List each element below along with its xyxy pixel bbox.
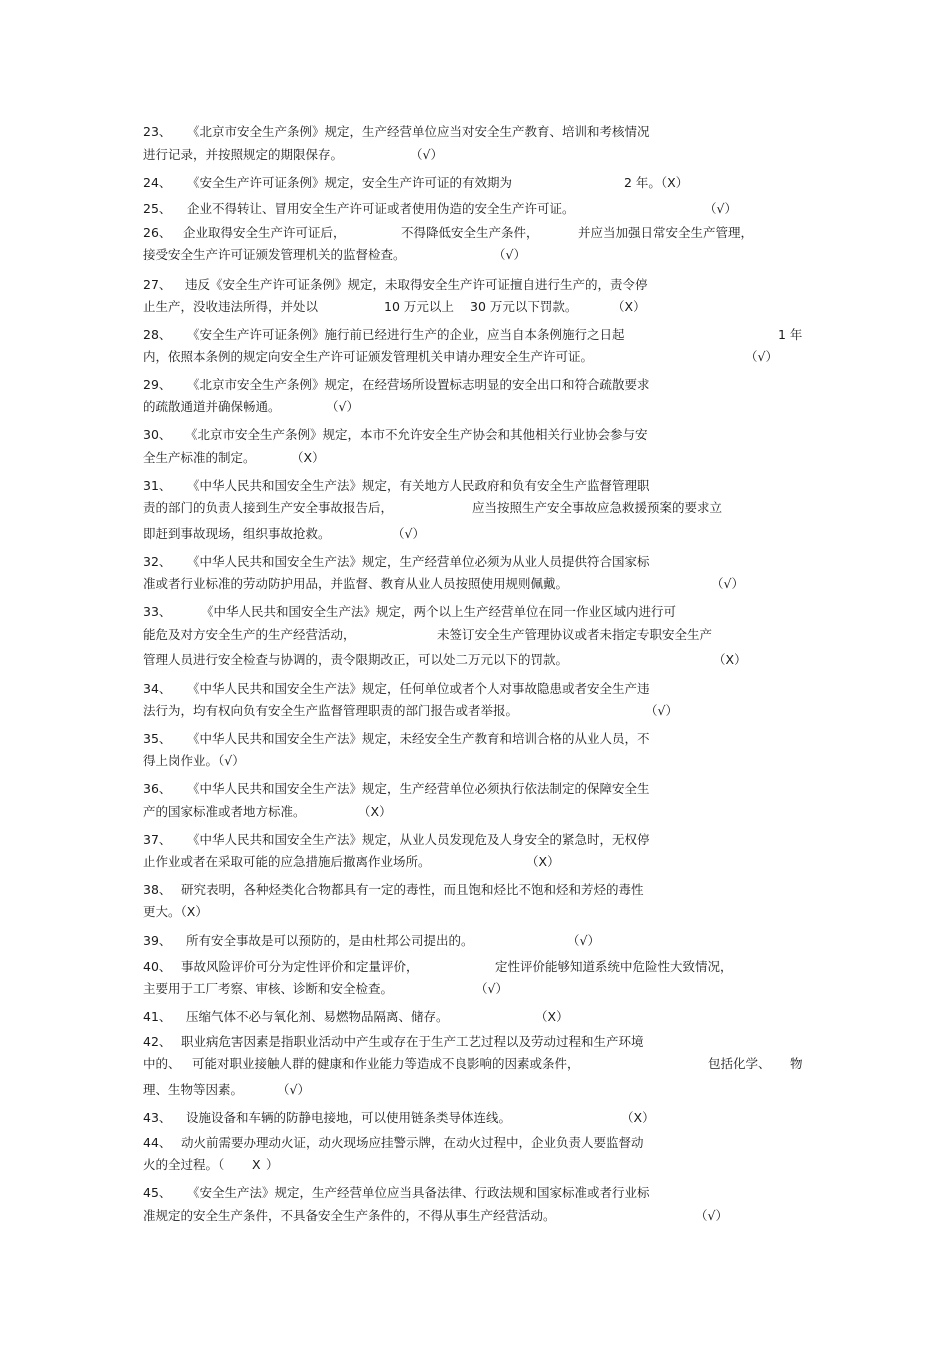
item-text-segment: 《安全生产法》规定，生产经营单位应当具备法律、行政法规和国家标准或者行业标: [187, 1185, 650, 1200]
item-text-segment: 压缩气体不必与氧化剂、易燃物品隔离、储存。: [186, 1009, 449, 1024]
item-text-segment: 准规定的安全生产条件，不具备安全生产条件的，不得从事生产经营活动。: [143, 1208, 556, 1223]
item-number: 27、: [143, 277, 172, 292]
item-text-segment: 火的全过程。（: [143, 1157, 225, 1172]
item-text-segment: （X）: [713, 652, 747, 667]
item-text-segment: X: [252, 1157, 261, 1172]
item-text-segment: 管理人员进行安全检查与协调的，责令限期改正，可以处二万元以下的罚款。: [143, 652, 569, 667]
item-text-segment: 准或者行业标准的劳动防护用品，并监督、教育从业人员按照使用规则佩戴。: [143, 576, 569, 591]
item-text-segment: 2 年。（X）: [624, 175, 689, 190]
item-text-segment: （√）: [645, 703, 678, 718]
item-text-segment: （√）: [704, 201, 737, 216]
item-number: 28、: [143, 327, 172, 342]
item-text-segment: 能危及对方安全生产的生产经营活动，: [143, 627, 356, 642]
item-text-segment: 违反《安全生产许可证条例》规定，未取得安全生产许可证擅自进行生产的，责令停: [185, 277, 648, 292]
item-text-segment: （√）: [410, 147, 443, 162]
item-text-segment: （X）: [291, 450, 325, 465]
item-text-segment: 《中华人民共和国安全生产法》规定，两个以上生产经营单位在同一作业区域内进行可: [201, 604, 677, 619]
item-number: 26、: [143, 225, 172, 240]
item-number: 37、: [143, 832, 172, 847]
item-text-segment: 未签订安全生产管理协议或者未指定专职安全生产: [437, 627, 713, 642]
item-text-segment: （X）: [358, 804, 392, 819]
item-text-segment: 中的、: [143, 1056, 181, 1071]
item-text-segment: 事故风险评价可分为定性评价和定量评价，: [181, 959, 419, 974]
item-text-segment: （√）: [567, 933, 600, 948]
item-number: 29、: [143, 377, 172, 392]
item-text-segment: 《北京市安全生产条例》规定，在经营场所设置标志明显的安全出口和符合疏散要求: [187, 377, 650, 392]
item-text-segment: 《中华人民共和国安全生产法》规定，未经安全生产教育和培训合格的从业人员，不: [187, 731, 650, 746]
item-text-segment: 的疏散通道并确保畅通。: [143, 399, 281, 414]
item-text-segment: 职业病危害因素是指职业活动中产生或存在于生产工艺过程以及劳动过程和生产环境: [181, 1034, 644, 1049]
item-number: 24、: [143, 175, 172, 190]
item-text-segment: 《中华人民共和国安全生产法》规定，任何单位或者个人对事故隐患或者安全生产违: [187, 681, 650, 696]
item-text-segment: 物: [790, 1056, 803, 1071]
item-number: 38、: [143, 882, 172, 897]
item-text-segment: 《北京市安全生产条例》规定，本市不允许安全生产协会和其他相关行业协会参与安: [185, 427, 648, 442]
item-text-segment: 设施设备和车辆的防静电接地，可以使用链条类导体连线。: [186, 1110, 512, 1125]
item-number: 30、: [143, 427, 172, 442]
item-text-segment: 研究表明，各种烃类化合物都具有一定的毒性，而且饱和烃比不饱和烃和芳烃的毒性: [181, 882, 644, 897]
item-number: 45、: [143, 1185, 172, 1200]
item-number: 32、: [143, 554, 172, 569]
item-text-segment: （√）: [326, 399, 359, 414]
item-text-segment: 不得降低安全生产条件，: [401, 225, 539, 240]
item-number: 33、: [143, 604, 172, 619]
item-text-segment: （√）: [493, 247, 526, 262]
item-text-segment: 动火前需要办理动火证，动火现场应挂警示牌，在动火过程中，企业负责人要监督动: [181, 1135, 644, 1150]
item-number: 23、: [143, 124, 172, 139]
item-text-segment: 《中华人民共和国安全生产法》规定，从业人员发现危及人身安全的紧急时，无权停: [187, 832, 650, 847]
item-text-segment: （X）: [535, 1009, 569, 1024]
item-text-segment: 《安全生产许可证条例》规定，安全生产许可证的有效期为: [187, 175, 513, 190]
item-text-segment: ）: [266, 1157, 279, 1172]
item-text-segment: （X）: [621, 1110, 655, 1125]
item-text-segment: 30 万元以下罚款。: [470, 299, 578, 314]
item-number: 31、: [143, 478, 172, 493]
item-number: 40、: [143, 959, 172, 974]
item-number: 34、: [143, 681, 172, 696]
item-text-segment: 企业取得安全生产许可证后，: [183, 225, 346, 240]
item-number: 39、: [143, 933, 172, 948]
item-text-segment: 进行记录，并按照规定的期限保存。: [143, 147, 344, 162]
item-text-segment: 可能对职业接触人群的健康和作业能力等造成不良影响的因素或条件，: [192, 1056, 580, 1071]
item-text-segment: 定性评价能够知道系统中危险性大致情况，: [495, 959, 733, 974]
item-number: 25、: [143, 201, 172, 216]
item-text-segment: 得上岗作业。（√）: [143, 753, 245, 768]
item-number: 35、: [143, 731, 172, 746]
item-number: 43、: [143, 1110, 172, 1125]
item-number: 44、: [143, 1135, 172, 1150]
item-text-segment: 内，依照本条例的规定向安全生产许可证颁发管理机关申请办理安全生产许可证。: [143, 349, 594, 364]
item-text-segment: 主要用于工厂考察、审核、诊断和安全检查。: [143, 981, 394, 996]
item-text-segment: 1 年: [778, 327, 803, 342]
item-number: 41、: [143, 1009, 172, 1024]
item-text-segment: （√）: [745, 349, 778, 364]
item-text-segment: （X）: [526, 854, 560, 869]
item-text-segment: 止作业或者在采取可能的应急措施后撤离作业场所。: [143, 854, 431, 869]
item-text-segment: 接受安全生产许可证颁发管理机关的监督检查。: [143, 247, 406, 262]
item-text-segment: （√）: [711, 576, 744, 591]
item-text-segment: 止生产，没收违法所得，并处以: [143, 299, 319, 314]
item-text-segment: 《北京市安全生产条例》规定，生产经营单位应当对安全生产教育、培训和考核情况: [187, 124, 650, 139]
item-text-segment: （√）: [695, 1208, 728, 1223]
item-text-segment: 《中华人民共和国安全生产法》规定，生产经营单位必须为从业人员提供符合国家标: [187, 554, 650, 569]
item-text-segment: （√）: [475, 981, 508, 996]
item-text-segment: 《安全生产许可证条例》施行前已经进行生产的企业，应当自本条例施行之日起: [187, 327, 625, 342]
item-text-segment: 并应当加强日常安全生产管理，: [578, 225, 754, 240]
item-text-segment: （√）: [277, 1082, 310, 1097]
item-text-segment: （√）: [392, 526, 425, 541]
item-text-segment: 《中华人民共和国安全生产法》规定，生产经营单位必须执行依法制定的保障安全生: [187, 781, 650, 796]
item-text-segment: 理、生物等因素。: [143, 1082, 244, 1097]
item-text-segment: 《中华人民共和国安全生产法》规定，有关地方人民政府和负有安全生产监督管理职: [187, 478, 650, 493]
item-number: 36、: [143, 781, 172, 796]
item-text-segment: 所有安全事故是可以预防的，是由杜邦公司提出的。: [186, 933, 474, 948]
item-text-segment: 更大。（X）: [143, 904, 208, 919]
item-text-segment: 产的国家标准或者地方标准。: [143, 804, 306, 819]
item-text-segment: 法行为，均有权向负有安全生产监督管理职责的部门报告或者举报。: [143, 703, 519, 718]
item-text-segment: 全生产标准的制定。: [143, 450, 256, 465]
item-text-segment: 包括化学、: [708, 1056, 771, 1071]
item-text-segment: 即赶到事故现场，组织事故抢救。: [143, 526, 331, 541]
item-number: 42、: [143, 1034, 172, 1049]
item-text-segment: 责的部门的负责人接到生产安全事故报告后，: [143, 500, 394, 515]
item-text-segment: 应当按照生产安全事故应急救援预案的要求立: [472, 500, 723, 515]
item-text-segment: 10 万元以上: [384, 299, 454, 314]
item-text-segment: （X）: [612, 299, 646, 314]
item-text-segment: 企业不得转让、冒用安全生产许可证或者使用伪造的安全生产许可证。: [187, 201, 575, 216]
